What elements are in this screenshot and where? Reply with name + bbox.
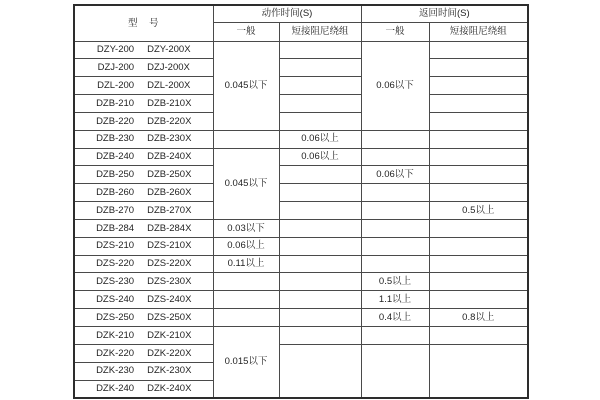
table-row — [74, 184, 528, 202]
return-damped-cell — [429, 130, 528, 148]
model-name-left: DZS-240 — [96, 293, 135, 305]
return-general-cell: 0.4以上 — [361, 309, 429, 327]
action-damped-cell — [279, 237, 361, 255]
return-damped-cell — [429, 41, 528, 59]
model-cell — [74, 95, 213, 113]
return-general-cell: 0.06以下 — [361, 166, 429, 184]
table-row — [74, 77, 528, 95]
return-damped-cell — [429, 148, 528, 166]
action-damped-cell — [279, 77, 361, 95]
action-damped-cell — [279, 59, 361, 77]
action-general-cell: 0.03以下 — [213, 219, 279, 237]
model-cell — [74, 202, 213, 220]
action-general-cell — [213, 291, 279, 309]
model-name-right: DZB-230X — [147, 133, 192, 145]
model-name-right: DZK-230X — [147, 365, 192, 377]
model-name-right: DZY-200X — [147, 44, 191, 56]
model-cell — [74, 166, 213, 184]
model-name-right: DZL-200X — [147, 79, 191, 91]
model-name-left: DZB-240 — [96, 151, 135, 163]
model-name-right: DZS-230X — [147, 276, 192, 288]
header-return-general: 一般 — [361, 22, 429, 41]
model-name-right: DZB-284X — [147, 222, 192, 234]
model-cell — [74, 41, 213, 59]
model-name-left: DZK-240 — [96, 382, 135, 394]
table-row — [74, 148, 528, 166]
table-row — [74, 344, 528, 362]
model-name-right: DZK-240X — [147, 382, 192, 394]
return-damped-cell — [429, 327, 528, 345]
model-name-right: DZB-240X — [147, 151, 192, 163]
return-damped-cell — [429, 273, 528, 291]
action-damped-cell — [279, 166, 361, 184]
return-damped-cell: 0.8以上 — [429, 309, 528, 327]
action-damped-cell: 0.06以上 — [279, 130, 361, 148]
model-cell — [74, 255, 213, 273]
return-general-cell: 0.5以上 — [361, 273, 429, 291]
return-general-cell: 0.06以下 — [361, 41, 429, 130]
action-damped-cell — [279, 95, 361, 113]
model-cell — [74, 327, 213, 345]
return-damped-cell — [429, 184, 528, 202]
table-row — [74, 237, 528, 255]
model-name-right: DZK-210X — [147, 329, 192, 341]
action-general-cell — [213, 309, 279, 327]
model-name-left: DZB-270 — [96, 204, 135, 216]
return-damped-cell — [429, 291, 528, 309]
model-cell — [74, 362, 213, 380]
return-damped-cell — [429, 255, 528, 273]
header-action-time: 动作时间(S) — [213, 5, 361, 22]
model-name-left: DZS-220 — [96, 258, 135, 270]
model-name-left: DZJ-200 — [97, 62, 135, 74]
table-row — [74, 59, 528, 77]
model-cell — [74, 291, 213, 309]
table-row — [74, 202, 528, 220]
model-name-left: DZK-230 — [96, 365, 135, 377]
model-cell — [74, 344, 213, 362]
return-general-cell — [361, 255, 429, 273]
action-general-cell: 0.045以下 — [213, 148, 279, 219]
model-name-left: DZB-284 — [96, 222, 135, 234]
action-general-cell — [213, 130, 279, 148]
model-cell — [74, 148, 213, 166]
action-damped-cell — [279, 112, 361, 130]
header-action-damped: 短接阻尼绕组 — [279, 22, 361, 41]
model-name-left: DZY-200 — [96, 44, 135, 56]
return-damped-cell — [429, 95, 528, 113]
return-general-cell — [361, 344, 429, 398]
header-model: 型 号 — [74, 5, 213, 41]
model-name-right: DZB-270X — [147, 204, 192, 216]
action-damped-cell — [279, 327, 361, 345]
model-name-left: DZK-220 — [96, 347, 135, 359]
model-cell — [74, 184, 213, 202]
action-general-cell: 0.06以上 — [213, 237, 279, 255]
return-general-cell — [361, 184, 429, 202]
model-name-left: DZB-260 — [96, 186, 135, 198]
return-general-cell — [361, 237, 429, 255]
table-row — [74, 166, 528, 184]
action-general-cell: 0.045以下 — [213, 41, 279, 130]
model-name-left: DZS-210 — [96, 240, 135, 252]
table-row — [74, 255, 528, 273]
relay-timing-table — [73, 4, 529, 399]
return-damped-cell — [429, 219, 528, 237]
model-name-left: DZB-220 — [96, 115, 135, 127]
model-name-right: DZS-220X — [147, 258, 192, 270]
action-general-cell: 0.015以下 — [213, 327, 279, 398]
table-row — [74, 219, 528, 237]
model-name-left: DZB-230 — [96, 133, 135, 145]
model-name-right: DZB-250X — [147, 169, 192, 181]
model-cell — [74, 112, 213, 130]
action-damped-cell — [279, 291, 361, 309]
header-return-time: 返回时间(S) — [361, 5, 528, 22]
model-name-right: DZS-250X — [147, 311, 192, 323]
model-name-left: DZB-210 — [96, 97, 135, 109]
model-cell — [74, 59, 213, 77]
return-damped-cell — [429, 237, 528, 255]
model-name-left: DZL-200 — [97, 79, 135, 91]
model-cell — [74, 77, 213, 95]
return-general-cell — [361, 327, 429, 345]
table-row — [74, 130, 528, 148]
return-damped-cell — [429, 112, 528, 130]
return-damped-cell: 0.5以上 — [429, 202, 528, 220]
model-cell — [74, 237, 213, 255]
model-name-right: DZS-210X — [147, 240, 192, 252]
model-name-left: DZS-250 — [96, 311, 135, 323]
header-action-general: 一般 — [213, 22, 279, 41]
model-name-right: DZS-240X — [147, 293, 192, 305]
table-row — [74, 41, 528, 59]
return-damped-cell — [429, 166, 528, 184]
action-damped-cell — [279, 273, 361, 291]
return-damped-cell — [429, 344, 528, 398]
action-damped-cell — [279, 219, 361, 237]
return-general-cell: 1.1以上 — [361, 291, 429, 309]
model-cell — [74, 309, 213, 327]
model-name-right: DZJ-200X — [147, 62, 190, 74]
model-name-left: DZB-250 — [96, 169, 135, 181]
return-general-cell — [361, 130, 429, 148]
table-row — [74, 95, 528, 113]
model-name-left: DZS-230 — [96, 276, 135, 288]
action-general-cell: 0.11以上 — [213, 255, 279, 273]
return-damped-cell — [429, 59, 528, 77]
action-damped-cell — [279, 255, 361, 273]
table-row — [74, 291, 528, 309]
table-row — [74, 112, 528, 130]
return-general-cell — [361, 219, 429, 237]
return-general-cell — [361, 148, 429, 166]
action-damped-cell — [279, 184, 361, 202]
model-name-right: DZK-220X — [147, 347, 192, 359]
return-general-cell — [361, 202, 429, 220]
model-cell — [74, 130, 213, 148]
model-name-right: DZB-260X — [147, 186, 192, 198]
table-row — [74, 327, 528, 345]
action-damped-cell — [279, 344, 361, 398]
action-damped-cell — [279, 41, 361, 59]
action-damped-cell — [279, 309, 361, 327]
model-name-left: DZK-210 — [96, 329, 135, 341]
header-return-damped: 短接阻尼绕组 — [429, 22, 528, 41]
table-row — [74, 273, 528, 291]
model-cell — [74, 273, 213, 291]
model-cell — [74, 380, 213, 398]
model-cell — [74, 219, 213, 237]
model-name-right: DZB-220X — [147, 115, 192, 127]
action-damped-cell: 0.06以上 — [279, 148, 361, 166]
return-damped-cell — [429, 77, 528, 95]
table-row — [74, 309, 528, 327]
model-name-right: DZB-210X — [147, 97, 192, 109]
action-damped-cell — [279, 202, 361, 220]
action-general-cell — [213, 273, 279, 291]
